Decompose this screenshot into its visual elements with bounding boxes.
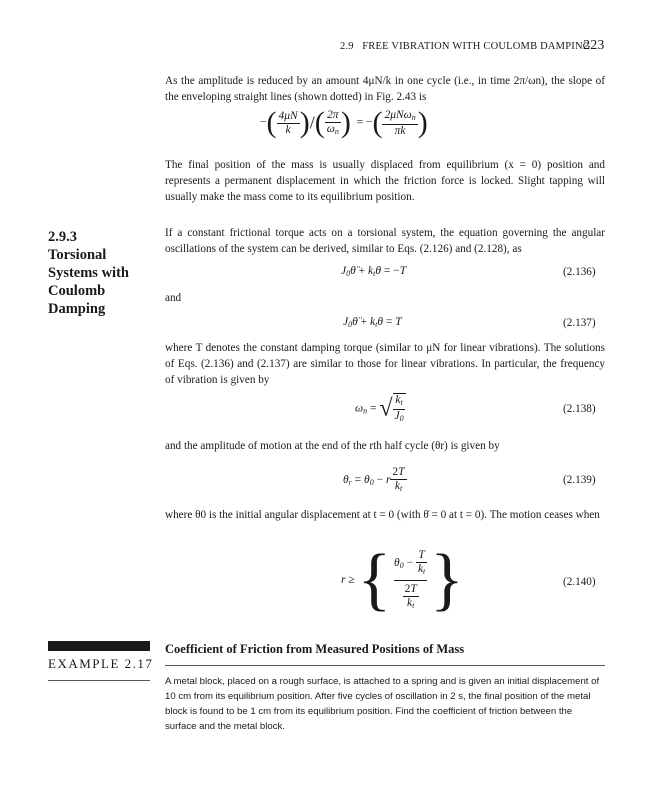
section-number: 2.9.3	[48, 229, 77, 245]
example-body: A metal block, placed on a rough surface, is attached to a spring and is given an initial displacement of 10 cm from its equilibrium position. After five cycles of oscillation in 2 s, the final position of the metal block is found to be 1 cm from its equilibrium position. Find the coefficient of friction between the surface and the metal block.	[165, 676, 600, 732]
equation-2-138: $\omega_n$ = √ $\frac{k_t}{J_0}$	[355, 394, 404, 423]
section-title-line-4: Damping	[48, 301, 106, 317]
equation-2-136: $J_0\thetä + k_t\theta = -T$	[341, 265, 407, 278]
equation-slope: −( $\frac{4\mu N}{k}$ )/( $\frac{2\pi}{\omega_n}$ ) = −( $\frac{2\mu N\omega_n}{\pi k}$ )	[260, 106, 428, 139]
example-title: Coefficient of Friction from Measured Positions of Mass	[165, 642, 465, 656]
intro-paragraph-2: The final position of the mass is usually displaced from equilibrium (x = 0) position and represents a permanent displacement in which the friction force is locked. Slight tapping will usually make the mass come to its equilibrium position.	[165, 159, 605, 203]
equation-number-2-138: (2.138)	[563, 403, 596, 415]
section-paragraph-amplitude: and the amplitude of motion at the end of the rth half cycle (θr) is given by	[165, 440, 500, 452]
intro-paragraph-1: As the amplitude is reduced by an amount 4μN/k in one cycle (i.e., in time 2π/ωn), the slope of the enveloping straight lines (shown dotted) in Fig. 2.43 is	[165, 75, 605, 103]
section-title-line-2: Systems with	[48, 265, 129, 281]
section-intro-paragraph: If a constant frictional torque acts on a torsional system, the equation governing the angular oscillations of the system can be derived, similar to Eqs. (2.126) and (2.128), as	[165, 227, 605, 255]
header-section: 2.9	[340, 41, 354, 52]
equation-number-2-139: (2.139)	[563, 474, 596, 486]
header-title: FREE VIBRATION WITH COULOMB DAMPING	[362, 41, 591, 52]
equation-number-2-140: (2.140)	[563, 576, 596, 588]
equation-2-140: r ≥ { $\theta_0$ − $\frac{T}{k_t}$ $\frac{2T}{k_t}$ }	[341, 541, 464, 618]
example-title-rule	[165, 665, 605, 666]
example-label: EXAMPLE 2.17	[48, 656, 154, 671]
page-number: 223	[583, 38, 605, 53]
and-word: and	[165, 292, 182, 304]
equation-2-137: $J_0\thetä + k_t\theta = T$	[343, 316, 402, 329]
equation-number-2-136: (2.136)	[563, 266, 596, 278]
example-marker-bar	[48, 641, 150, 651]
section-paragraph-after: where T denotes the constant damping torque (similar to μN for linear vibrations). The solutions of Eqs. (2.136) and (2.137) are similar to those for linear vibrations. In particular, the frequency of vibration is given by	[165, 342, 605, 386]
equation-number-2-137: (2.137)	[563, 317, 596, 329]
example-label-rule	[48, 680, 150, 681]
running-header	[340, 38, 605, 53]
equation-2-139: $\theta_r = \theta_0 - r$ $\frac{2T}{k_t}$	[343, 466, 405, 493]
section-heading	[48, 228, 129, 318]
section-title-line-3: Coulomb	[48, 283, 106, 299]
section-paragraph-ceases: where θ0 is the initial angular displacement at t = 0 (with θ̇ = 0 at t = 0). The motion ceases when	[165, 509, 600, 521]
section-title-line-1: Torsional	[48, 247, 107, 263]
